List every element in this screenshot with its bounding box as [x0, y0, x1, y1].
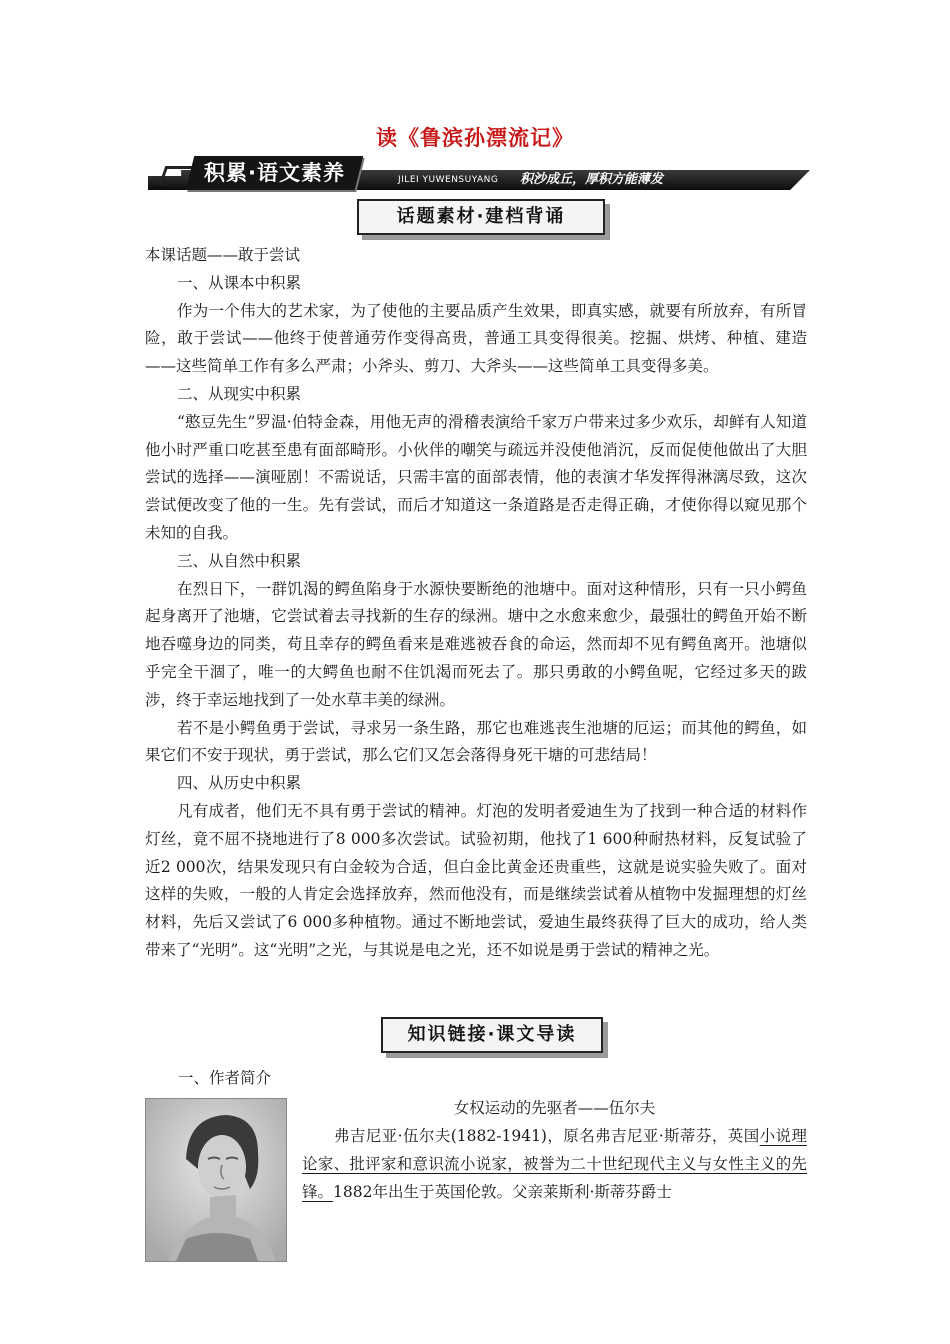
author-paragraph — [302, 1122, 807, 1206]
section-banner — [148, 156, 810, 196]
banner-slogan: 积沙成丘，厚积方能薄发 — [520, 172, 664, 187]
heading-reality: 二、从现实中积累 — [177, 384, 302, 403]
paragraph-textbook: 作为一个伟大的艺术家，为了使他的主要品质产生效果，即真实感，就要有所放弃，有所冒险，敢于尝试——他终于使普通劳作变得高贵，普通工具变得很美。挖掘、烘烤、种植、建造——这些简单工作有多么严肃；小斧头、剪刀、大斧头——这些简单工具变得多美。 — [145, 301, 807, 376]
banner-main-label: 积累·语文素养 — [186, 156, 363, 190]
page-title: 读《鲁滨孙漂流记》 — [376, 126, 574, 150]
paragraph-history: 凡有成者，他们无不具有勇于尝试的精神。灯泡的发明者爱迪生为了找到一种合适的材料作灯丝，竟不屈不挠地进行了8 000多次尝试。试验初期，他找了1 600种耐热材料，反复试验了近2 000次，结果发现只有白金较为合适，但白金比黄金还贵重些，这就是说实验失败了。面对这样的失败，一般的人肯定会选择放弃，然而他没有，而是继续尝试着从植物中发掘理想的灯丝材料，先后又尝试了6 000多种植物。通过不断地尝试，爱迪生最终获得了巨大的成功，给人类带来了“光明”。这“光明”之光，与其说是电之光，还不如说是勇于尝试的精神之光。 — [145, 801, 807, 959]
heading-history: 四、从历史中积累 — [177, 774, 302, 793]
author-text-underlined: 小说理论家、批评家和意识流小说家，被誉为二十世纪现代主义与女性主义的先锋。 — [302, 1127, 807, 1201]
subheading-knowledge-link: 知识链接·课文导读 — [381, 1017, 603, 1053]
paragraph-reality: “憨豆先生”罗温·伯特金森，用他无声的滑稽表演给千家万户带来过多少欢乐，却鲜有人知道他小时严重口吃甚至患有面部畸形。小伙伴的嘲笑与疏远并没使他消沉，反而促使他做出了大胆尝试的选择——演哑剧！不需说话，只需丰富的面部表情，他的表演才华发挥得淋漓尽致，这次尝试便改变了他的一生。先有尝试，而后才知道这一条道路是否走得正确，才使你得以窥见那个未知的自我。 — [145, 412, 807, 542]
author-caption: 女权运动的先驱者——伍尔夫 — [453, 1099, 656, 1117]
paragraph-nature-conclusion: 若不是小鳄鱼勇于尝试，寻求另一条生路，那它也难逃丧生池塘的厄运；而其他的鳄鱼，如果它们不安于现状，勇于尝试，那么它们又怎会落得身死干塘的可悲结局！ — [145, 718, 807, 765]
paragraph-nature: 在烈日下，一群饥渴的鳄鱼陷身于水源快要断绝的池塘中。面对这种情形，只有一只小鳄鱼起身离开了池塘，它尝试着去寻找新的生存的绿洲。塘中之水愈来愈少，最强壮的鳄鱼开始不断地吞噬身边的同类，苟且幸存的鳄鱼看来是难逃被吞食的命运，然而却不见有鳄鱼离开。池塘似乎完全干涸了，唯一的大鳄鱼也耐不住饥渴而死去了。那只勇敢的小鳄鱼呢，它经过多天的跋涉，终于幸运地找到了一处水草丰美的绿洲。 — [145, 579, 807, 709]
author-text-part3: 1882年出生于英国伦敦。父亲莱斯利·斯蒂芬爵士 — [333, 1183, 672, 1201]
author-text-part1: 弗吉尼亚·伍尔夫(1882-1941)，原名弗吉尼亚·斯蒂芬，英国 — [334, 1127, 760, 1145]
topic-body — [145, 242, 807, 965]
author-portrait-image — [145, 1098, 287, 1262]
topic-line: 本课话题——敢于尝试 — [145, 246, 301, 264]
heading-textbook: 一、从课本中积累 — [177, 273, 302, 292]
subheading-topic-material: 话题素材·建档背诵 — [357, 199, 605, 235]
portrait-illustration — [146, 1099, 286, 1261]
heading-nature: 三、从自然中积累 — [177, 551, 302, 570]
banner-pinyin: JILEI YUWENSUYANG — [398, 175, 499, 185]
author-intro-block — [302, 1094, 807, 1206]
heading-author-intro: 一、作者简介 — [178, 1069, 272, 1087]
